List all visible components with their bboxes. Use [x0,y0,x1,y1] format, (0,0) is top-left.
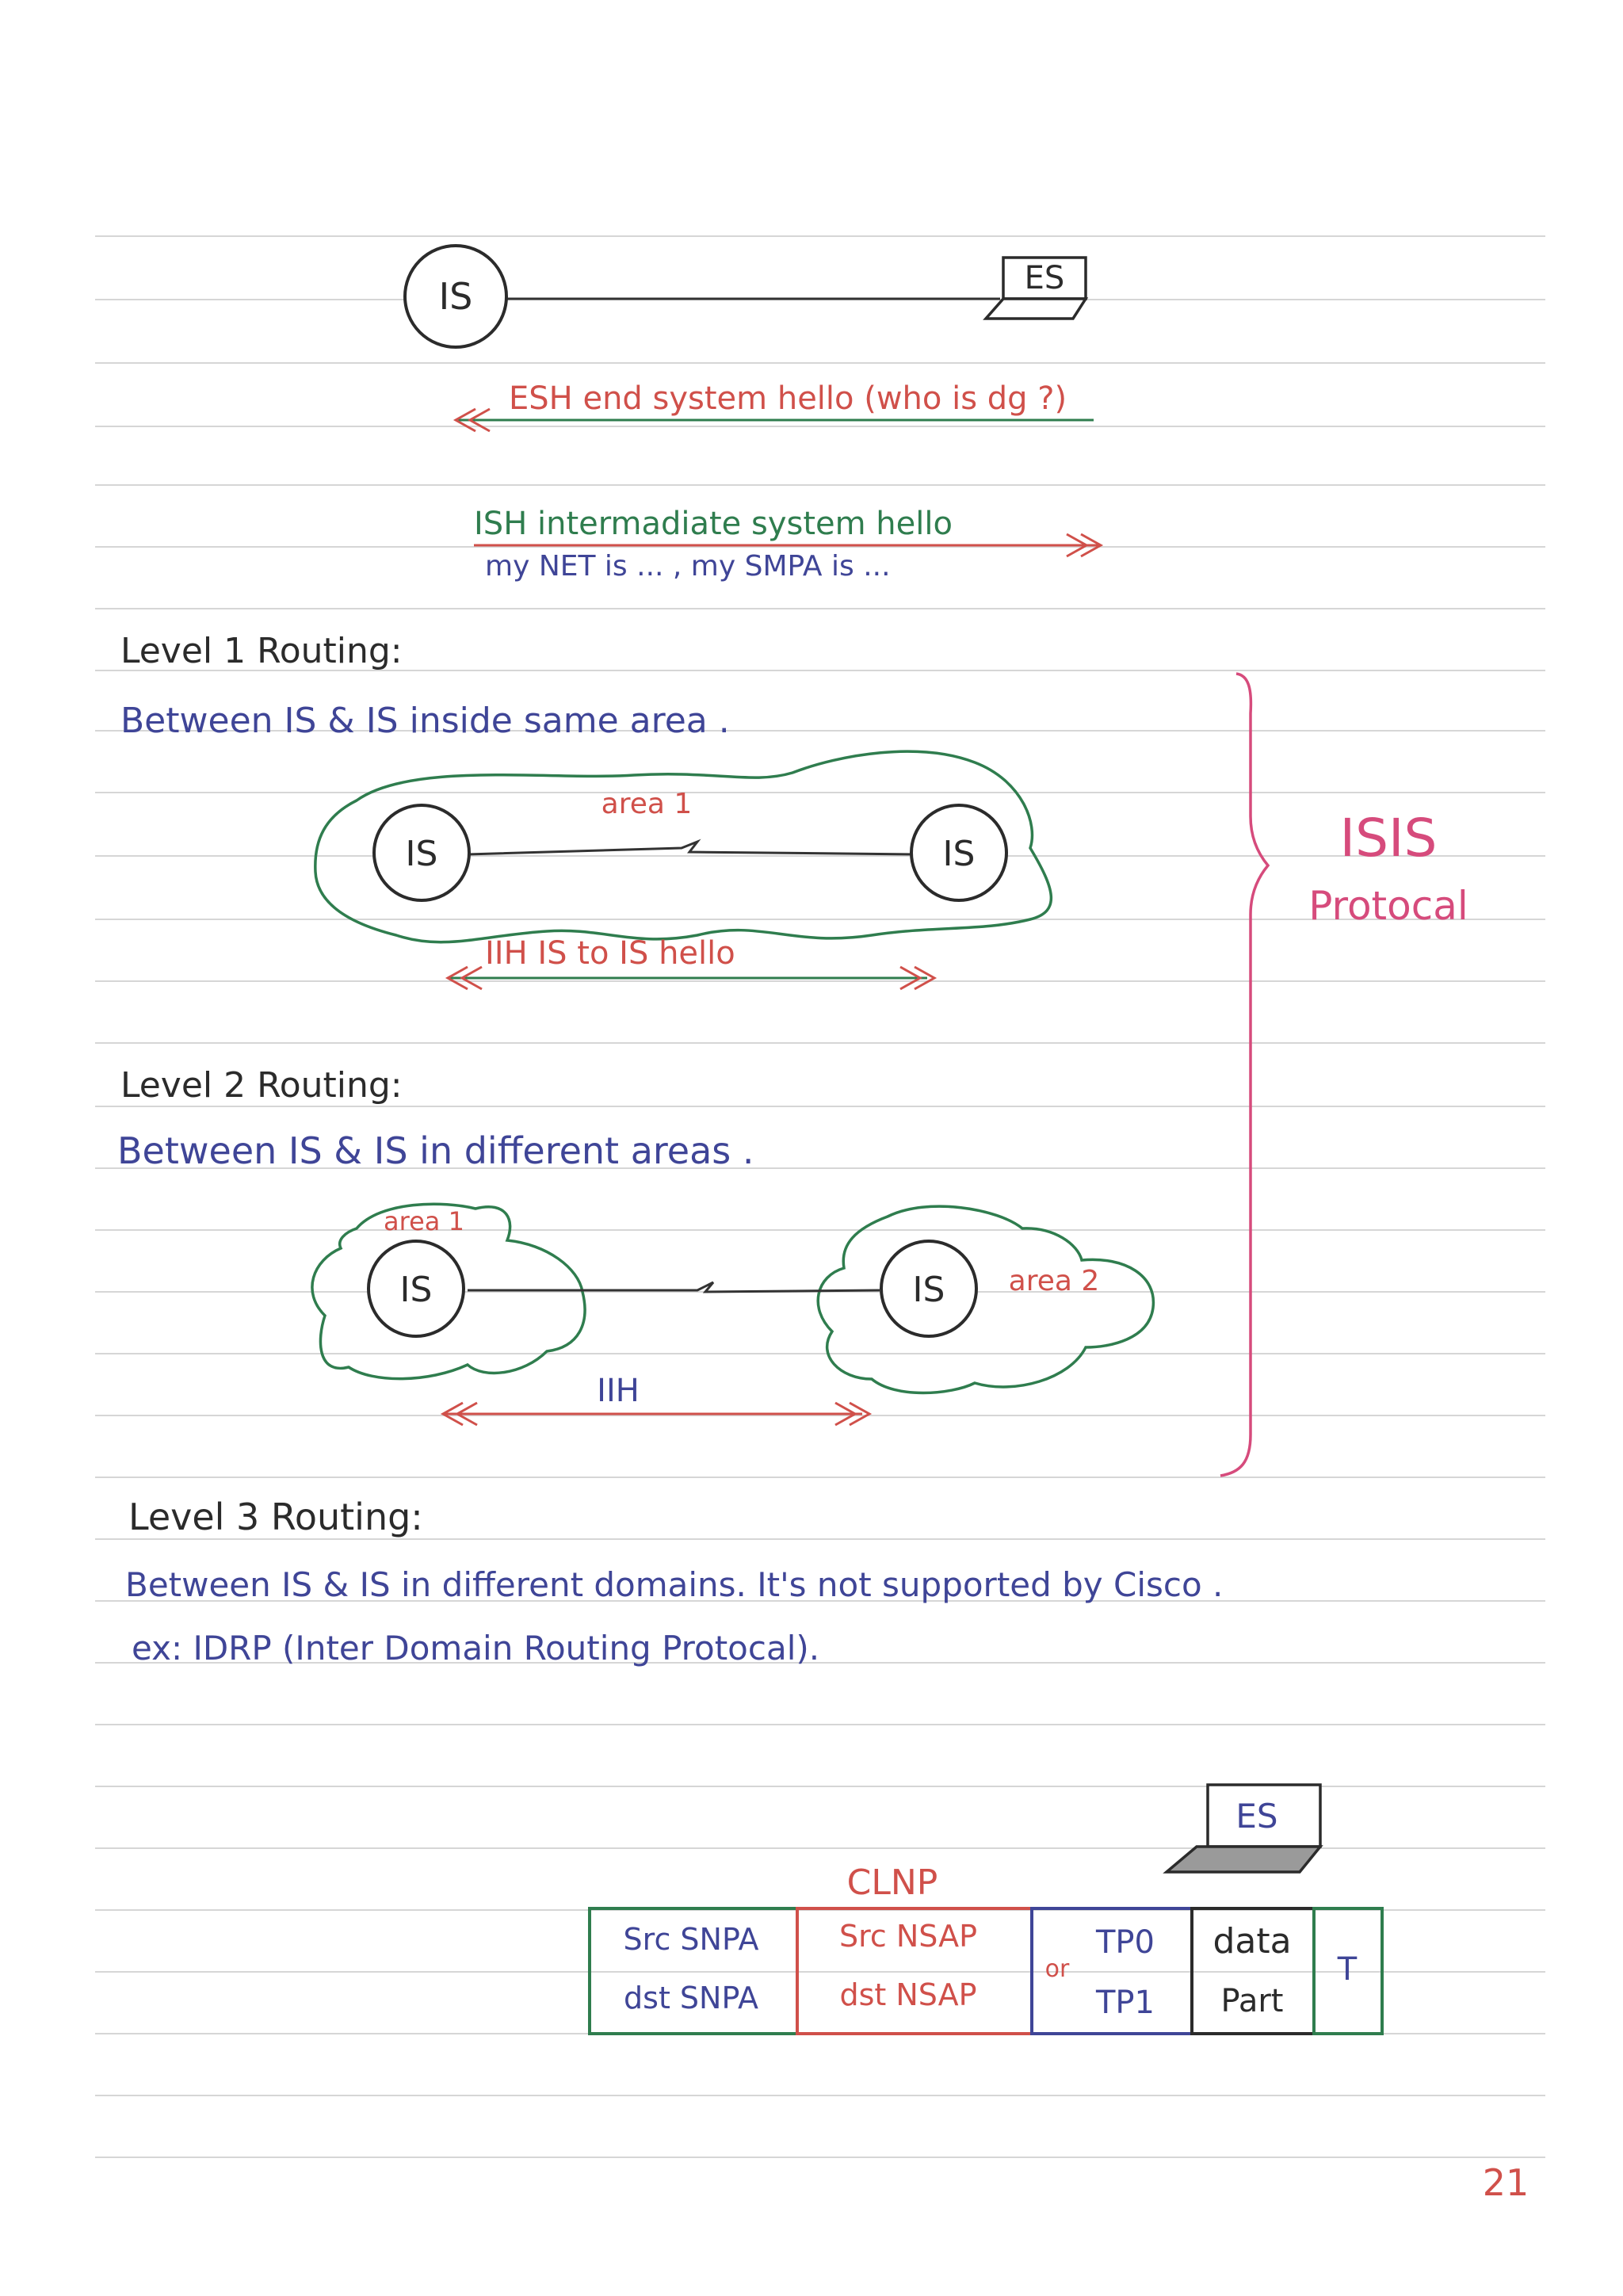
level2-is-left-label: IS [399,1270,433,1310]
dst-snpa: dst SNPA [624,1981,758,2015]
level2-is-right-label: IS [912,1270,945,1310]
src-snpa: Src SNPA [623,1922,759,1957]
level2-area2-label: area 2 [1008,1265,1100,1297]
isis-brace [1220,674,1468,1476]
clnp-label: CLNP [846,1862,938,1903]
level3-line1: Between IS & IS in different domains. It's not supported by Cisco . [125,1565,1224,1604]
level2-area1-label: area 1 [384,1206,464,1236]
level2-link [468,1282,880,1292]
frame-diagram [590,1785,1382,2034]
level3-heading: Level 3 Routing: [128,1496,423,1538]
tp0-label: TP0 [1095,1924,1155,1961]
protocal-label: Protocal [1308,883,1468,929]
iih-label: IIH IS to IS hello [485,935,735,972]
ish-detail: my NET is ... , my SMPA is ... [485,550,891,583]
level3-line2: ex: IDRP (Inter Domain Routing Protocal). [132,1629,820,1668]
tp1-label: TP1 [1095,1985,1155,2021]
is-node-label: IS [438,275,473,318]
trailer-label: T [1337,1951,1358,1988]
level1-section [120,631,1051,989]
level3-section [125,1496,1223,1668]
level1-description: Between IS & IS inside same area . [120,701,730,741]
page-number: 21 [1482,2161,1529,2204]
level1-is-left-label: IS [405,834,438,874]
frame-es-label: ES [1235,1797,1278,1836]
level2-iih-label: IIH [597,1373,640,1409]
data-label: data [1212,1921,1292,1962]
level2-description: Between IS & IS in different areas . [117,1129,754,1172]
src-nsap: Src NSAP [838,1919,978,1954]
level1-is-right-label: IS [942,834,976,874]
esh-label: ESH end system hello (who is dg ?) [509,380,1067,417]
level1-link [468,842,919,854]
es-label: ES [1024,260,1065,296]
part-label: Part [1220,1983,1284,2019]
or-label: or [1044,1955,1070,1983]
level2-section [117,1065,1153,1425]
ish-label: ISH intermadiate system hello [474,506,953,542]
top-diagram [405,246,1101,583]
isis-label: ISIS [1339,808,1438,869]
level1-heading: Level 1 Routing: [120,631,403,671]
area1-label: area 1 [601,788,693,820]
dst-nsap: dst NSAP [839,1977,977,2012]
area2-cloud-level2 [818,1206,1153,1392]
level2-heading: Level 2 Routing: [120,1065,403,1106]
